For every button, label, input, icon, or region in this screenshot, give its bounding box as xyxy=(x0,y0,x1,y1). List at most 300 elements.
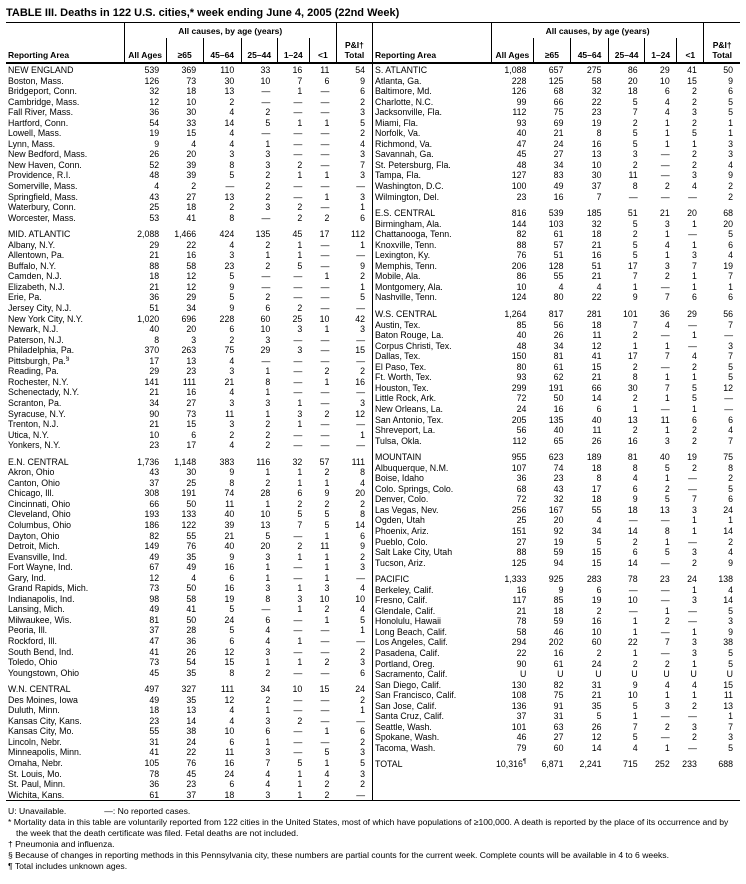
value-cell: 1 xyxy=(297,419,303,430)
value-cell: 48 xyxy=(516,159,527,170)
value-cell: 4 xyxy=(265,625,271,636)
value-cell: 9 xyxy=(728,626,733,637)
value-cell: 17 xyxy=(186,440,197,451)
value-cell: 23 xyxy=(149,440,160,451)
value-cell: — xyxy=(660,149,670,160)
value-cell: 50 xyxy=(186,498,197,509)
value-cell: 13 xyxy=(659,504,670,515)
value-cell: 2,088 xyxy=(137,229,160,240)
value-cell: 1 xyxy=(664,536,670,547)
value-cell: — xyxy=(660,626,670,637)
table-row xyxy=(373,743,740,754)
value-cell: 42 xyxy=(355,313,365,324)
value-cell: 24 xyxy=(553,138,564,149)
value-cell: 2 xyxy=(324,657,330,668)
value-cell: 54 xyxy=(149,117,160,128)
value-cell: 81 xyxy=(627,452,638,463)
value-cell: 40 xyxy=(591,414,602,425)
value-cell: 4 xyxy=(360,583,365,594)
value-cell: 39 xyxy=(224,519,235,530)
value-cell: — xyxy=(293,572,303,583)
reporting-area-cell: S. ATLANTIC xyxy=(375,65,428,75)
value-cell: 27 xyxy=(186,191,197,202)
value-cell: — xyxy=(261,355,271,366)
table-row xyxy=(6,97,373,108)
value-cell: 54 xyxy=(355,65,365,75)
value-cell: 4 xyxy=(229,355,235,366)
table-row xyxy=(373,271,740,282)
table-row xyxy=(6,758,373,769)
value-cell: — xyxy=(320,181,330,192)
value-cell: 31 xyxy=(553,711,564,722)
value-cell: 35 xyxy=(186,694,197,705)
value-cell: 3 xyxy=(664,435,670,446)
value-cell: 3 xyxy=(265,202,271,213)
value-cell: 5 xyxy=(265,117,271,128)
value-cell: 18 xyxy=(591,319,602,330)
value-cell: 15 xyxy=(591,361,602,372)
col-header-45-64: 45–64 xyxy=(570,38,608,63)
value-cell: 100 xyxy=(511,181,527,192)
spanner-gap xyxy=(336,23,372,38)
value-cell: 1 xyxy=(632,626,638,637)
value-cell: 2 xyxy=(265,419,271,430)
reporting-area-cell: TOTAL xyxy=(375,759,403,770)
reporting-area-cell: Wichita, Kans. xyxy=(8,789,65,800)
reporting-area-cell: Denver, Colo. xyxy=(375,494,429,505)
value-cell: 8 xyxy=(360,467,365,478)
reporting-area-cell: Wilmington, Del. xyxy=(375,191,440,202)
reporting-area-cell: Trenton, N.J. xyxy=(8,419,59,430)
value-cell: 17 xyxy=(591,483,602,494)
value-cell: 76 xyxy=(516,250,527,261)
value-cell: 2 xyxy=(265,429,271,440)
table-title: TABLE III. Deaths in 122 U.S. cities,* week ending June 4, 2005 (22nd Week) xyxy=(6,7,400,19)
value-cell: 8 xyxy=(154,334,160,345)
value-cell: 1 xyxy=(664,229,670,240)
value-cell: 3 xyxy=(360,397,365,408)
value-cell: 75 xyxy=(224,345,235,356)
reporting-area-cell: Dallas, Tex. xyxy=(375,351,421,362)
value-cell: 1 xyxy=(664,393,670,404)
reporting-area-cell: Allentown, Pa. xyxy=(8,250,65,261)
value-cell: — xyxy=(293,387,303,398)
table-row xyxy=(6,409,373,420)
value-cell: 8 xyxy=(229,477,235,488)
value-cell: 3 xyxy=(229,149,235,160)
value-cell: 3 xyxy=(229,397,235,408)
value-cell: 2 xyxy=(297,159,303,170)
table-row xyxy=(373,229,740,240)
value-cell: 623 xyxy=(548,452,564,463)
value-cell: 43 xyxy=(149,191,160,202)
value-cell: 16 xyxy=(186,387,197,398)
value-cell: — xyxy=(293,667,303,678)
value-cell: 67 xyxy=(149,562,160,573)
value-cell: 14 xyxy=(723,525,733,536)
value-cell: 1 xyxy=(664,138,670,149)
reporting-area-cell: W.S. CENTRAL xyxy=(375,309,438,320)
value-cell: — xyxy=(724,403,733,414)
value-cell: 69 xyxy=(553,117,564,128)
value-cell: 6 xyxy=(691,414,697,425)
col-header-pi-total: P&I† Total xyxy=(336,38,372,63)
table-row xyxy=(6,292,373,303)
table-row xyxy=(373,669,740,680)
value-cell: 20 xyxy=(260,541,271,552)
value-cell: 1 xyxy=(297,239,303,250)
value-cell: 14 xyxy=(627,525,638,536)
value-cell: 94 xyxy=(553,557,564,568)
value-cell: 2 xyxy=(664,483,670,494)
value-cell: — xyxy=(688,340,697,351)
reporting-area-cell: Bridgeport, Conn. xyxy=(8,86,77,97)
value-cell: 4 xyxy=(229,239,235,250)
table-row xyxy=(6,192,373,203)
value-cell: 18 xyxy=(553,605,564,616)
value-cell: 22 xyxy=(591,292,602,303)
table-row xyxy=(6,398,373,409)
value-cell: — xyxy=(660,584,670,595)
value-cell: — xyxy=(356,440,365,451)
table-row xyxy=(6,499,373,510)
value-cell: 1 xyxy=(324,324,330,335)
value-cell: 37 xyxy=(516,711,527,722)
value-cell: 275 xyxy=(586,65,602,75)
value-cell: 8 xyxy=(632,181,638,192)
value-cell: 14 xyxy=(355,519,365,530)
reporting-area-cell: Pueblo, Colo. xyxy=(375,536,428,547)
reporting-area-cell: Knoxville, Tenn. xyxy=(375,239,437,250)
value-cell: 88 xyxy=(149,260,160,271)
value-cell: — xyxy=(660,191,670,202)
value-cell: 49 xyxy=(149,551,160,562)
value-cell: 1 xyxy=(664,473,670,484)
value-cell: 59 xyxy=(553,616,564,627)
value-cell: 9 xyxy=(632,292,638,303)
reporting-area-cell: Evansville, Ind. xyxy=(8,551,68,562)
value-cell: 696 xyxy=(181,313,197,324)
value-cell: — xyxy=(293,181,303,192)
value-cell: 126 xyxy=(144,75,160,86)
value-cell: — xyxy=(660,732,670,743)
table-row xyxy=(6,170,373,181)
reporting-area-cell: Youngstown, Ohio xyxy=(8,667,80,678)
value-cell: — xyxy=(724,393,733,404)
reporting-area-cell: Shreveport, La. xyxy=(375,425,436,436)
value-cell: 1 xyxy=(297,170,303,181)
value-cell: 11 xyxy=(225,498,235,509)
value-cell: 1 xyxy=(632,647,638,658)
value-cell: 539 xyxy=(548,208,564,219)
value-cell: — xyxy=(320,260,330,271)
value-cell: 2 xyxy=(265,239,271,250)
value-cell: 38 xyxy=(186,726,197,737)
value-cell: — xyxy=(293,747,303,758)
value-cell: 5 xyxy=(632,138,638,149)
value-cell: 2 xyxy=(664,181,670,192)
value-cell: — xyxy=(320,303,330,314)
value-cell: 19 xyxy=(149,128,160,139)
table-row xyxy=(6,335,373,346)
value-cell: — xyxy=(293,376,303,387)
value-cell: 1 xyxy=(324,117,330,128)
value-cell: 51 xyxy=(553,250,564,261)
value-cell: 1,148 xyxy=(174,456,197,467)
reporting-area-cell: Elizabeth, N.J. xyxy=(8,281,65,292)
value-cell: — xyxy=(261,271,271,282)
value-cell: 1 xyxy=(265,408,271,419)
value-cell: 1 xyxy=(691,690,697,701)
value-cell: 32 xyxy=(149,86,160,97)
value-cell: 22 xyxy=(186,747,197,758)
value-cell: 12 xyxy=(591,732,602,743)
column-header-row xyxy=(6,38,373,63)
value-cell: 16 xyxy=(627,435,638,446)
value-cell: 135 xyxy=(255,229,271,240)
table-row xyxy=(373,595,740,606)
value-cell: 50 xyxy=(186,614,197,625)
value-cell: 5 xyxy=(728,96,733,107)
reporting-area-cell: St. Petersburg, Fla. xyxy=(375,159,451,170)
value-cell: 22 xyxy=(591,96,602,107)
table-row xyxy=(6,240,373,251)
value-cell: 2 xyxy=(632,425,638,436)
value-cell: — xyxy=(293,440,303,451)
value-cell: 202 xyxy=(548,637,564,648)
value-cell: 34 xyxy=(149,397,160,408)
value-cell: 4 xyxy=(154,181,160,192)
value-cell: 2 xyxy=(297,498,303,509)
reporting-area-cell: Utica, N.Y. xyxy=(8,429,49,440)
reporting-area-cell: Boston, Mass. xyxy=(8,75,64,86)
value-cell: 50 xyxy=(723,65,733,75)
value-cell: 1 xyxy=(324,551,330,562)
value-cell: — xyxy=(320,128,330,139)
value-cell: 58 xyxy=(186,260,197,271)
value-cell: 1 xyxy=(691,515,697,526)
value-cell: 127 xyxy=(511,170,527,181)
value-cell: 20 xyxy=(627,75,638,86)
value-cell: 9 xyxy=(360,75,365,86)
tbody-right xyxy=(373,63,740,770)
value-cell: — xyxy=(293,334,303,345)
value-cell: — xyxy=(356,635,365,646)
value-cell: 8 xyxy=(229,159,235,170)
table-row xyxy=(373,383,740,394)
value-cell: 21 xyxy=(149,419,160,430)
region-total-row xyxy=(6,228,373,240)
value-cell: 5 xyxy=(229,625,235,636)
value-cell: 37 xyxy=(149,625,160,636)
value-cell: 1 xyxy=(324,477,330,488)
value-cell: 128 xyxy=(548,260,564,271)
value-cell: 15 xyxy=(224,657,235,668)
value-cell: 141 xyxy=(144,376,160,387)
value-cell: 2 xyxy=(297,202,303,213)
value-cell: 21 xyxy=(591,372,602,383)
reporting-area-cell: Minneapolis, Minn. xyxy=(8,747,82,758)
value-cell: 2 xyxy=(360,366,365,377)
value-cell: 5 xyxy=(297,758,303,768)
value-cell: 7 xyxy=(691,260,697,271)
value-cell: 35 xyxy=(186,667,197,678)
value-cell: 29 xyxy=(260,345,271,356)
value-cell: 2 xyxy=(265,292,271,303)
table-row xyxy=(373,616,740,627)
value-cell: 61 xyxy=(553,229,564,240)
value-cell: 36 xyxy=(659,309,670,320)
value-cell: 30 xyxy=(224,75,235,86)
value-cell: — xyxy=(293,625,303,636)
value-cell: 11 xyxy=(225,747,235,758)
value-cell: 5 xyxy=(596,536,602,547)
value-cell: 19 xyxy=(723,260,733,271)
value-cell: 1 xyxy=(691,403,697,414)
value-cell: 55 xyxy=(186,530,197,541)
value-cell: 21 xyxy=(149,281,160,292)
value-cell: 101 xyxy=(511,721,527,732)
value-cell: 233 xyxy=(682,759,697,770)
value-cell: 10 xyxy=(319,313,330,324)
value-cell: — xyxy=(320,694,330,705)
value-cell: 16 xyxy=(553,647,564,658)
value-cell: 817 xyxy=(548,309,564,320)
value-cell: 17 xyxy=(149,355,160,366)
table-row xyxy=(6,467,373,478)
value-cell: — xyxy=(660,711,670,722)
table-right-half xyxy=(373,23,740,770)
value-cell: 3 xyxy=(360,149,365,160)
value-cell: — xyxy=(320,646,330,657)
value-cell: 101 xyxy=(622,309,638,320)
value-cell: 1 xyxy=(360,239,365,250)
value-cell: — xyxy=(261,604,271,615)
value-cell: 26 xyxy=(591,435,602,446)
value-cell: 29 xyxy=(186,292,197,303)
value-cell: 34 xyxy=(260,684,271,695)
value-cell: 2 xyxy=(265,191,271,202)
value-cell: 2 xyxy=(596,647,602,658)
value-cell: 24 xyxy=(591,658,602,669)
value-cell: 12 xyxy=(224,646,235,657)
value-cell: 189 xyxy=(586,452,602,463)
value-cell: 18 xyxy=(591,494,602,505)
value-cell: — xyxy=(320,250,330,261)
value-cell: 5 xyxy=(632,239,638,250)
reporting-area-cell: Ogden, Utah xyxy=(375,515,425,526)
table-row xyxy=(6,213,373,224)
value-cell: 2 xyxy=(691,435,697,446)
value-cell: 1 xyxy=(265,498,271,509)
value-cell: 105 xyxy=(144,758,160,768)
reporting-area-cell: Lincoln, Nebr. xyxy=(8,736,62,747)
value-cell: 75 xyxy=(723,452,733,463)
value-cell: 20 xyxy=(687,208,697,219)
reporting-area-cell: Omaha, Nebr. xyxy=(8,758,63,768)
value-cell: 91 xyxy=(553,700,564,711)
value-cell: — xyxy=(293,138,303,149)
value-cell: — xyxy=(320,429,330,440)
value-cell: 1 xyxy=(297,551,303,562)
reporting-area-cell: St. Paul, Minn. xyxy=(8,779,66,790)
value-cell: 34 xyxy=(553,340,564,351)
value-cell: 17 xyxy=(627,260,638,271)
reporting-area-cell: Somerville, Mass. xyxy=(8,181,78,192)
value-cell: 73 xyxy=(186,75,197,86)
value-cell: 13 xyxy=(723,700,733,711)
value-cell: 2 xyxy=(360,694,365,705)
value-cell: — xyxy=(293,562,303,573)
reporting-area-cell: E.S. CENTRAL xyxy=(375,208,436,219)
reporting-area-cell: Albany, N.Y. xyxy=(8,239,56,250)
value-cell: — xyxy=(320,387,330,398)
value-cell: 3 xyxy=(360,562,365,573)
value-cell: 126 xyxy=(511,86,527,97)
region-total-row xyxy=(373,573,740,585)
value-cell: 54 xyxy=(186,657,197,668)
value-cell: 68 xyxy=(723,208,733,219)
value-cell: 5 xyxy=(728,483,733,494)
reporting-area-cell: Columbus, Ohio xyxy=(8,519,72,530)
value-cell: 1 xyxy=(664,340,670,351)
value-cell: 167 xyxy=(548,504,564,515)
value-cell: — xyxy=(293,736,303,747)
table-row xyxy=(6,790,373,801)
value-cell: 82 xyxy=(516,229,527,240)
table-row xyxy=(6,562,373,573)
value-cell: 1 xyxy=(632,403,638,414)
value-cell: 112 xyxy=(512,107,527,118)
value-cell: 1,020 xyxy=(137,313,160,324)
value-cell: 2 xyxy=(596,605,602,616)
value-cell: 33 xyxy=(186,117,197,128)
value-cell: — xyxy=(356,572,365,583)
spanner-row xyxy=(6,23,373,38)
value-cell: 6 xyxy=(632,547,638,558)
value-cell: 9 xyxy=(229,467,235,478)
value-cell: 955 xyxy=(511,452,527,463)
value-cell: 24 xyxy=(224,768,235,779)
value-cell: — xyxy=(688,742,697,753)
value-cell: 68 xyxy=(553,86,564,97)
value-cell: — xyxy=(293,726,303,737)
value-cell: — xyxy=(356,419,365,430)
value-cell: U xyxy=(726,669,733,680)
value-cell: 24 xyxy=(723,504,733,515)
reporting-area-cell: Lowell, Mass. xyxy=(8,128,62,139)
reporting-area-cell: Seattle, Wash. xyxy=(375,721,432,732)
value-cell: 4 xyxy=(691,181,697,192)
value-cell: 34 xyxy=(591,525,602,536)
table-row xyxy=(373,680,740,691)
value-cell: — xyxy=(293,128,303,139)
value-cell: 2 xyxy=(728,473,733,484)
value-cell: 1 xyxy=(664,742,670,753)
reporting-area-cell: San Diego, Calif. xyxy=(375,679,442,690)
value-cell: 56 xyxy=(516,425,527,436)
value-cell: 1 xyxy=(360,705,365,716)
value-cell: 111 xyxy=(182,376,197,387)
value-cell: 2 xyxy=(265,477,271,488)
table-row xyxy=(373,219,740,230)
value-cell: 32 xyxy=(591,86,602,97)
value-cell: — xyxy=(320,86,330,97)
value-cell: 37 xyxy=(186,789,197,800)
col-header-all-ages: All Ages xyxy=(124,38,166,63)
value-cell: 23 xyxy=(149,715,160,726)
value-cell: 51 xyxy=(627,208,638,219)
